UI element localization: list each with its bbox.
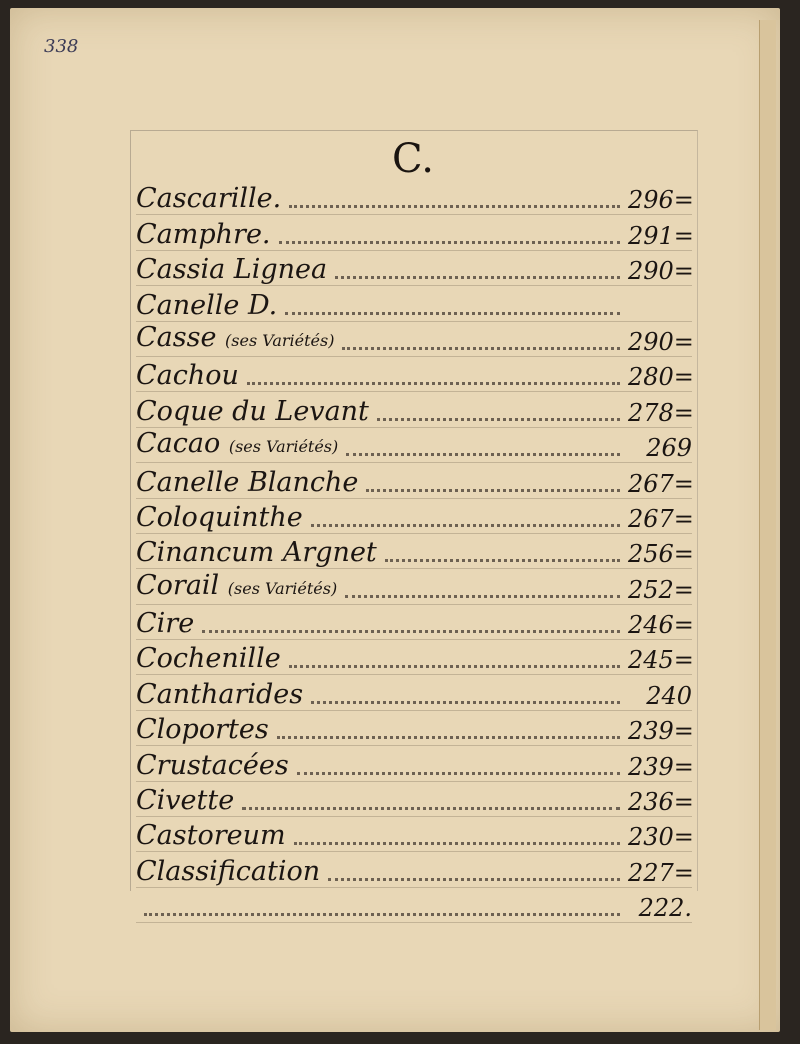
entry-page-number: 230=	[628, 823, 694, 852]
entry-term: Cloportes	[136, 714, 269, 746]
leader-dots	[279, 241, 621, 244]
list-item	[136, 215, 692, 250]
entry-name	[136, 609, 194, 639]
leader-dots	[289, 205, 620, 208]
folio-number: 338	[44, 36, 79, 57]
entry-page-number: 296=	[628, 186, 694, 215]
entry-page-number: 240	[646, 681, 692, 710]
entry-term: Cochenille	[136, 643, 281, 675]
list-item	[136, 888, 692, 923]
leader-dots	[289, 665, 620, 668]
list-item	[136, 428, 692, 463]
leader-dots	[345, 595, 620, 598]
entry-name	[136, 786, 234, 816]
leader-dots	[285, 312, 620, 315]
entry-term: Cacao	[136, 428, 221, 460]
entry-term: Cantharides	[136, 678, 304, 710]
entry-term: Canelle Blanche	[136, 466, 359, 498]
entry-name	[136, 715, 269, 745]
leader-dots	[346, 453, 620, 456]
leader-dots	[311, 701, 620, 704]
entry-note: (ses Variétés)	[227, 578, 338, 598]
leader-dots	[294, 842, 620, 845]
entry-name	[136, 323, 334, 356]
list-item	[136, 711, 692, 746]
entry-note: (ses Variétés)	[228, 437, 339, 457]
entry-term: Cascarille.	[136, 183, 282, 215]
entry-page-number: 239=	[628, 752, 694, 781]
list-item	[136, 640, 692, 675]
entry-page-number: 267=	[628, 469, 694, 498]
entry-term: Crustacées	[136, 749, 289, 781]
list-item	[136, 852, 692, 887]
list-item	[136, 569, 692, 604]
list-item	[136, 746, 692, 781]
leader-dots	[242, 807, 620, 810]
list-item	[136, 817, 692, 852]
entry-page-number: 269	[646, 434, 692, 463]
leader-dots	[342, 347, 620, 350]
list-item	[136, 499, 692, 534]
entry-term: Camphre.	[136, 218, 271, 250]
entry-name	[136, 255, 327, 285]
entry-name	[136, 429, 338, 462]
entry-page-number: 239=	[628, 717, 694, 746]
list-item	[136, 605, 692, 640]
list-item	[136, 463, 692, 498]
list-item	[136, 675, 692, 710]
entry-name	[136, 503, 303, 533]
entry-page-number: 245=	[628, 646, 694, 675]
entry-name	[136, 751, 289, 781]
entry-term: Classification	[136, 855, 321, 887]
entry-term: Cinancum Argnet	[136, 537, 377, 569]
leader-dots	[328, 878, 620, 881]
leader-dots	[366, 489, 620, 492]
leader-dots	[335, 276, 620, 279]
entry-term: Coque du Levant	[136, 395, 369, 427]
entry-page-number: 278=	[628, 398, 694, 427]
leader-dots	[297, 772, 620, 775]
entry-name	[136, 538, 377, 568]
entry-page-number: 236=	[628, 788, 694, 817]
entry-page-number: 290=	[628, 327, 694, 356]
leader-dots	[247, 382, 620, 385]
index-list	[136, 180, 692, 923]
entry-name	[136, 857, 320, 887]
list-item	[136, 322, 692, 357]
page-edge	[759, 20, 776, 1030]
entry-page-number: 290=	[628, 257, 694, 286]
entry-term: Casse	[136, 321, 217, 353]
leader-dots	[385, 559, 620, 562]
entry-page-number: 222.	[638, 894, 692, 923]
leader-dots	[277, 736, 620, 739]
entry-page-number: 227=	[628, 858, 694, 887]
entry-term: Canelle D.	[136, 289, 278, 321]
entry-name	[136, 821, 286, 851]
entry-term: Coloquinthe	[136, 501, 303, 533]
entry-name	[136, 571, 337, 604]
entry-term: Corail	[136, 569, 220, 601]
list-item	[136, 286, 692, 321]
entry-page-number: 280=	[628, 363, 694, 392]
entry-page-number: 246=	[628, 611, 694, 640]
entry-note: (ses Variétés)	[225, 330, 335, 350]
entry-term: Cire	[136, 608, 195, 640]
entry-page-number: 252=	[628, 575, 694, 604]
leader-dots	[202, 630, 620, 633]
list-item	[136, 534, 692, 569]
list-item	[136, 782, 692, 817]
entry-name	[136, 468, 358, 498]
entry-name	[136, 680, 303, 710]
list-item	[136, 180, 692, 215]
entry-term: Cassia Lignea	[136, 254, 328, 286]
list-item	[136, 357, 692, 392]
entry-page-number: 291=	[628, 221, 694, 250]
entry-term: Civette	[136, 785, 235, 817]
entry-name	[136, 291, 277, 321]
entry-page-number: 256=	[628, 540, 694, 569]
entry-name	[136, 361, 239, 391]
entry-name	[136, 220, 271, 250]
entry-page-number: 267=	[628, 504, 694, 533]
leader-dots	[311, 524, 620, 527]
entry-name	[136, 644, 281, 674]
leader-dots	[144, 913, 620, 916]
entry-name	[136, 184, 281, 214]
list-item	[136, 392, 692, 427]
entry-term: Cachou	[136, 360, 239, 392]
entry-term: Castoreum	[136, 820, 286, 852]
list-item	[136, 251, 692, 286]
leader-dots	[377, 418, 620, 421]
entry-name	[136, 397, 369, 427]
section-letter: C.	[392, 136, 434, 182]
